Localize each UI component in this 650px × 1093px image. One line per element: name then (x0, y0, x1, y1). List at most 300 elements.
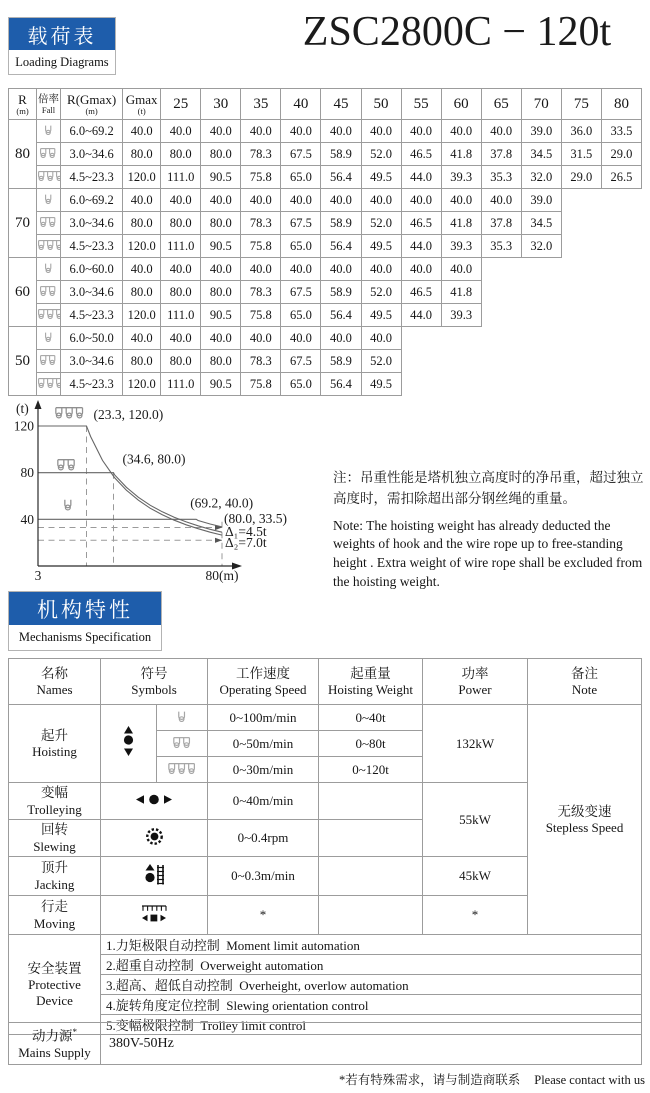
empty-cell (401, 327, 441, 350)
curve-6-fall (38, 426, 222, 535)
mechanisms-spec-badge-zh: 机构特性 (9, 592, 161, 625)
load-value: 67.5 (281, 350, 321, 373)
load-value: 80.0 (161, 143, 201, 166)
fall-config-cell (37, 212, 61, 235)
4-fall-icon (39, 217, 58, 227)
load-value: 49.5 (361, 166, 401, 189)
load-value: 52.0 (361, 281, 401, 304)
spec-header-symbols: 符号 Symbols (101, 659, 208, 705)
load-curve-svg (10, 396, 340, 591)
y-tick-label: 80 (20, 465, 34, 481)
fall-config-cell (37, 166, 61, 189)
load-value: 49.5 (361, 304, 401, 327)
load-value: 37.8 (481, 212, 521, 235)
load-value: 90.5 (201, 304, 241, 327)
load-value: 40.0 (441, 120, 481, 143)
fall-config-cell (37, 120, 61, 143)
2-fall-icon (65, 500, 71, 510)
rgmax-range: 4.5~23.3 (61, 166, 123, 189)
speed-value: 0~0.3m/min (208, 857, 319, 896)
header-gmax-col: Gmax (t) (123, 89, 161, 120)
empty-cell (601, 281, 641, 304)
protective-row (9, 955, 642, 975)
speed-value: 0~30m/min (208, 757, 319, 783)
load-value: 41.8 (441, 143, 481, 166)
speed-value: 0~100m/min (208, 705, 319, 731)
6-fall-icon (37, 240, 61, 250)
gmax-value: 120.0 (123, 166, 161, 189)
header-rgmax-col: R(Gmax) (m) (61, 89, 123, 120)
load-value: 32.0 (521, 166, 561, 189)
empty-cell (601, 235, 641, 258)
fall-config-cell (157, 731, 208, 757)
load-value: 44.0 (401, 166, 441, 189)
empty-cell (561, 235, 601, 258)
curve-2-fall (38, 519, 222, 527)
load-value: 52.0 (361, 212, 401, 235)
hoisting-row (9, 705, 642, 731)
load-value: 46.5 (401, 281, 441, 304)
load-value: 40.0 (321, 258, 361, 281)
empty-cell (441, 350, 481, 373)
note-cell: 无级变速 Stepless Speed (528, 705, 642, 935)
gmax-value: 120.0 (123, 373, 161, 396)
gmax-value: 120.0 (123, 235, 161, 258)
load-value: 31.5 (561, 143, 601, 166)
4-fall-icon (39, 355, 58, 365)
load-row (9, 235, 642, 258)
load-row (9, 281, 642, 304)
load-value: 44.0 (401, 235, 441, 258)
loading-header-row (9, 89, 642, 120)
load-value: 40.0 (281, 327, 321, 350)
load-value: 40.0 (161, 327, 201, 350)
fall-config-cell (37, 235, 61, 258)
load-value: 52.0 (361, 143, 401, 166)
fall-config-cell (37, 373, 61, 396)
load-row (9, 304, 642, 327)
name-moving: 行走 Moving (9, 896, 101, 935)
gmax-value: 80.0 (123, 143, 161, 166)
guide-arrow-icon (215, 538, 222, 543)
load-value: 40.0 (361, 189, 401, 212)
y-axis-unit: (t) (16, 401, 29, 416)
load-value: 40.0 (361, 120, 401, 143)
load-value: 33.5 (601, 120, 641, 143)
empty-cell (601, 304, 641, 327)
rgmax-range: 3.0~34.6 (61, 281, 123, 304)
6-fall-icon (167, 763, 198, 774)
protective-row (9, 975, 642, 995)
load-value: 80.0 (201, 350, 241, 373)
fall-config-cell (157, 705, 208, 731)
load-value: 40.0 (481, 189, 521, 212)
header-radius-col: R (m) (9, 89, 37, 120)
2-fall-icon (44, 125, 54, 135)
load-row (9, 120, 642, 143)
empty-cell (441, 327, 481, 350)
fall-config-cell (37, 189, 61, 212)
protective-item: 4.旋转角度定位控制 Slewing orientation control (101, 995, 642, 1015)
protective-item: 3.超高、超低自动控制 Overheight, overlow automation (101, 975, 642, 995)
load-value: 40.0 (281, 120, 321, 143)
trolleying-symbol-icon (136, 793, 172, 806)
load-value: 80.0 (161, 281, 201, 304)
load-value: 40.0 (201, 189, 241, 212)
chart-annotation: (80.0, 33.5) (224, 510, 287, 526)
mechanisms-spec-badge-en: Mechanisms Specification (18, 630, 152, 644)
load-value: 40.0 (401, 189, 441, 212)
load-value: 40.0 (481, 120, 521, 143)
jib-length-70: 70 (9, 189, 37, 258)
load-value: 44.0 (401, 304, 441, 327)
header-radius-25: 25 (161, 89, 201, 120)
name-hoisting: 起升 Hoisting (9, 705, 101, 783)
load-value: 75.8 (241, 235, 281, 258)
load-value: 80.0 (161, 350, 201, 373)
load-value: 78.3 (241, 143, 281, 166)
load-value: 56.4 (321, 304, 361, 327)
load-row (9, 258, 642, 281)
empty-cell (481, 373, 521, 396)
load-value: 40.0 (401, 120, 441, 143)
load-value: 67.5 (281, 281, 321, 304)
fall-config-cell (37, 281, 61, 304)
header-radius-75: 75 (561, 89, 601, 120)
load-value: 40.0 (321, 189, 361, 212)
note-zh: 注：吊重性能是塔机独立高度时的净吊重，超过独立高度时，需扣除超出部分钢丝绳的重量。 (333, 470, 644, 506)
empty-cell (561, 212, 601, 235)
empty-cell (601, 189, 641, 212)
header-radius-65: 65 (481, 89, 521, 120)
load-value: 39.3 (441, 304, 481, 327)
load-value: 78.3 (241, 212, 281, 235)
fall-config-cell (157, 757, 208, 783)
hoisting-symbol-icon (121, 726, 136, 757)
chart-annotation: (69.2, 40.0) (190, 495, 254, 511)
empty-cell (601, 327, 641, 350)
mains-supply-table (8, 1022, 642, 1065)
jib-length-50: 50 (9, 327, 37, 396)
chart-annotation: (23.3, 120.0) (93, 407, 164, 422)
load-value: 90.5 (201, 373, 241, 396)
mains-row (9, 1023, 642, 1065)
gmax-value: 80.0 (123, 350, 161, 373)
load-value: 39.3 (441, 235, 481, 258)
load-value: 111.0 (161, 304, 201, 327)
load-value: 40.0 (361, 327, 401, 350)
header-radius-30: 30 (201, 89, 241, 120)
load-value: 58.9 (321, 212, 361, 235)
load-row (9, 189, 642, 212)
load-value: 37.8 (481, 143, 521, 166)
empty-cell (521, 350, 561, 373)
power-value: 45kW (423, 857, 528, 896)
header-radius-70: 70 (521, 89, 561, 120)
chart-annotation: (34.6, 80.0) (122, 451, 186, 467)
rgmax-range: 4.5~23.3 (61, 373, 123, 396)
load-value: 80.0 (201, 143, 241, 166)
load-value: 39.3 (441, 166, 481, 189)
jacking-symbol-icon (144, 864, 165, 885)
load-value: 80.0 (201, 212, 241, 235)
weight-value (319, 857, 423, 896)
6-fall-icon (56, 408, 83, 418)
rgmax-range: 6.0~69.2 (61, 120, 123, 143)
load-value: 75.8 (241, 304, 281, 327)
load-row (9, 143, 642, 166)
spec-header-operating-speed: 工作速度 Operating Speed (208, 659, 319, 705)
4-fall-icon (39, 286, 58, 296)
4-fall-icon (172, 737, 193, 748)
load-value: 40.0 (161, 120, 201, 143)
empty-cell (521, 373, 561, 396)
speed-value: 0~0.4rpm (208, 820, 319, 857)
mechanisms-spec-badge (8, 591, 162, 651)
spec-header-note: 备注 Note (528, 659, 642, 705)
4-fall-icon (39, 148, 58, 158)
jib-length-60: 60 (9, 258, 37, 327)
weight-value: 0~40t (319, 705, 423, 731)
footer-note-en: Please contact with us (534, 1073, 645, 1087)
weight-value (319, 783, 423, 820)
spec-header-hoisting-weight: 起重量 Hoisting Weight (319, 659, 423, 705)
fall-config-cell (37, 327, 61, 350)
y-tick-label: 40 (20, 511, 34, 527)
load-value: 111.0 (161, 166, 201, 189)
x-end-label: 80(m) (205, 568, 239, 583)
footer-note-zh: *若有特殊需求，请与制造商联系 (338, 1073, 521, 1087)
load-curve-chart (10, 396, 340, 596)
load-value: 40.0 (201, 258, 241, 281)
header-radius-45: 45 (321, 89, 361, 120)
load-value: 49.5 (361, 373, 401, 396)
weight-value: 0~80t (319, 731, 423, 757)
notes-block (333, 468, 647, 591)
load-row (9, 327, 642, 350)
6-fall-icon (37, 378, 61, 388)
gmax-value: 120.0 (123, 304, 161, 327)
fall-config-cell (37, 304, 61, 327)
load-value: 36.0 (561, 120, 601, 143)
rgmax-range: 3.0~34.6 (61, 143, 123, 166)
load-row (9, 373, 642, 396)
rgmax-range: 3.0~34.6 (61, 212, 123, 235)
6-fall-icon (37, 171, 61, 181)
load-value: 40.0 (161, 258, 201, 281)
load-value: 65.0 (281, 304, 321, 327)
protective-row (9, 995, 642, 1015)
load-value: 40.0 (161, 189, 201, 212)
load-value: 111.0 (161, 235, 201, 258)
power-value: 132kW (423, 705, 528, 783)
load-value: 40.0 (321, 327, 361, 350)
load-value: 39.0 (521, 189, 561, 212)
load-value: 78.3 (241, 350, 281, 373)
protective-item: 1.力矩极限自动控制 Moment limit automation (101, 935, 642, 955)
load-value: 90.5 (201, 166, 241, 189)
power-value: 55kW (423, 783, 528, 857)
note-en: Note: The hoisting weight has already deducted the weights of hook and the wire rope up to free-standing height . Extra weight of wire rope shall be excluded from the hoisting weight. (333, 517, 643, 589)
load-value: 56.4 (321, 166, 361, 189)
empty-cell (521, 281, 561, 304)
load-value: 58.9 (321, 350, 361, 373)
empty-cell (601, 212, 641, 235)
empty-cell (561, 373, 601, 396)
empty-cell (601, 373, 641, 396)
slewing-symbol-cell (101, 820, 208, 857)
empty-cell (601, 258, 641, 281)
slewing-symbol-icon (145, 827, 164, 846)
empty-cell (441, 373, 481, 396)
load-value: 34.5 (521, 212, 561, 235)
load-value: 41.8 (441, 212, 481, 235)
empty-cell (561, 327, 601, 350)
rgmax-range: 6.0~60.0 (61, 258, 123, 281)
speed-value: * (208, 896, 319, 935)
trolleying-symbol-cell (101, 783, 208, 820)
load-value: 49.5 (361, 235, 401, 258)
load-value: 29.0 (601, 143, 641, 166)
header-radius-40: 40 (281, 89, 321, 120)
load-value: 67.5 (281, 143, 321, 166)
empty-cell (561, 258, 601, 281)
empty-cell (481, 258, 521, 281)
moving-symbol-icon (141, 904, 167, 923)
load-value: 67.5 (281, 212, 321, 235)
y-axis-arrow-icon (35, 400, 42, 409)
gmax-value: 40.0 (123, 258, 161, 281)
load-value: 52.0 (361, 350, 401, 373)
spec-header-names: 名称 Names (9, 659, 101, 705)
load-value: 26.5 (601, 166, 641, 189)
mechanisms-table (8, 658, 642, 1035)
load-value: 40.0 (401, 258, 441, 281)
gmax-value: 80.0 (123, 212, 161, 235)
6-fall-icon (37, 309, 61, 319)
hoisting-symbol-cell (101, 705, 157, 783)
load-value: 40.0 (441, 189, 481, 212)
header-fall-col: 倍率 Fall (37, 89, 61, 120)
load-value: 78.3 (241, 281, 281, 304)
x-origin-label: 3 (34, 568, 42, 583)
load-value: 75.8 (241, 373, 281, 396)
load-value: 40.0 (321, 120, 361, 143)
load-value: 80.0 (201, 281, 241, 304)
empty-cell (561, 350, 601, 373)
load-value: 58.9 (321, 281, 361, 304)
loading-diagrams-badge-en: Loading Diagrams (15, 54, 109, 69)
2-fall-icon (177, 711, 188, 722)
empty-cell (521, 304, 561, 327)
spec-header-power: 功率 Power (423, 659, 528, 705)
load-value: 65.0 (281, 373, 321, 396)
empty-cell (561, 304, 601, 327)
empty-cell (401, 350, 441, 373)
header-radius-55: 55 (401, 89, 441, 120)
load-value: 40.0 (201, 120, 241, 143)
load-value: 40.0 (241, 258, 281, 281)
fall-config-cell (37, 143, 61, 166)
protective-row (9, 935, 642, 955)
mains-supply-table-wrap (8, 1022, 642, 1065)
2-fall-icon (44, 332, 54, 342)
jib-length-80: 80 (9, 120, 37, 189)
mechanisms-table-wrap (8, 658, 642, 1035)
mains-value: 380V-50Hz (101, 1023, 642, 1065)
loading-capacity-table-wrap (8, 88, 642, 396)
power-value: * (423, 896, 528, 935)
footer-note (339, 1070, 645, 1088)
weight-value: 0~120t (319, 757, 423, 783)
name-slewing: 回转 Slewing (9, 820, 101, 857)
rgmax-range: 4.5~23.3 (61, 304, 123, 327)
moving-symbol-cell (101, 896, 208, 935)
load-value: 46.5 (401, 143, 441, 166)
empty-cell (561, 189, 601, 212)
empty-cell (521, 327, 561, 350)
load-value: 39.0 (521, 120, 561, 143)
name-mains-supply: 动力源* Mains Supply (9, 1023, 101, 1065)
empty-cell (481, 304, 521, 327)
empty-cell (601, 350, 641, 373)
2-fall-icon (44, 263, 54, 273)
rgmax-range: 6.0~69.2 (61, 189, 123, 212)
load-value: 56.4 (321, 235, 361, 258)
gmax-value: 40.0 (123, 120, 161, 143)
load-value: 90.5 (201, 235, 241, 258)
jacking-symbol-cell (101, 857, 208, 896)
load-row (9, 212, 642, 235)
empty-cell (561, 281, 601, 304)
empty-cell (481, 327, 521, 350)
chart-annotation: Δ₂=7.0t (225, 534, 267, 550)
load-value: 32.0 (521, 235, 561, 258)
header-radius-60: 60 (441, 89, 481, 120)
protective-item: 2.超重自动控制 Overweight automation (101, 955, 642, 975)
load-value: 65.0 (281, 166, 321, 189)
name-trolleying: 变幅 Trolleying (9, 783, 101, 820)
weight-value (319, 896, 423, 935)
protective-item: 5.变幅极限控制 Trolley limit control (101, 1015, 642, 1035)
load-value: 75.8 (241, 166, 281, 189)
name-protective-device: 安全装置 Protective Device (9, 935, 101, 1035)
name-jacking: 顶升 Jacking (9, 857, 101, 896)
load-value: 40.0 (241, 327, 281, 350)
load-value: 41.8 (441, 281, 481, 304)
speed-value: 0~40m/min (208, 783, 319, 820)
load-value: 40.0 (241, 120, 281, 143)
4-fall-icon (58, 460, 74, 470)
gmax-value: 40.0 (123, 327, 161, 350)
load-value: 46.5 (401, 212, 441, 235)
empty-cell (401, 373, 441, 396)
page-title: ZSC2800C − 120t (302, 9, 612, 55)
load-value: 56.4 (321, 373, 361, 396)
fall-config-cell (37, 258, 61, 281)
header-radius-80: 80 (601, 89, 641, 120)
empty-cell (481, 350, 521, 373)
rgmax-range: 4.5~23.3 (61, 235, 123, 258)
loading-diagrams-badge (8, 17, 116, 75)
load-value: 34.5 (521, 143, 561, 166)
load-value: 29.0 (561, 166, 601, 189)
load-value: 40.0 (241, 189, 281, 212)
load-row (9, 166, 642, 189)
load-value: 111.0 (161, 373, 201, 396)
speed-value: 0~50m/min (208, 731, 319, 757)
load-value: 40.0 (201, 327, 241, 350)
